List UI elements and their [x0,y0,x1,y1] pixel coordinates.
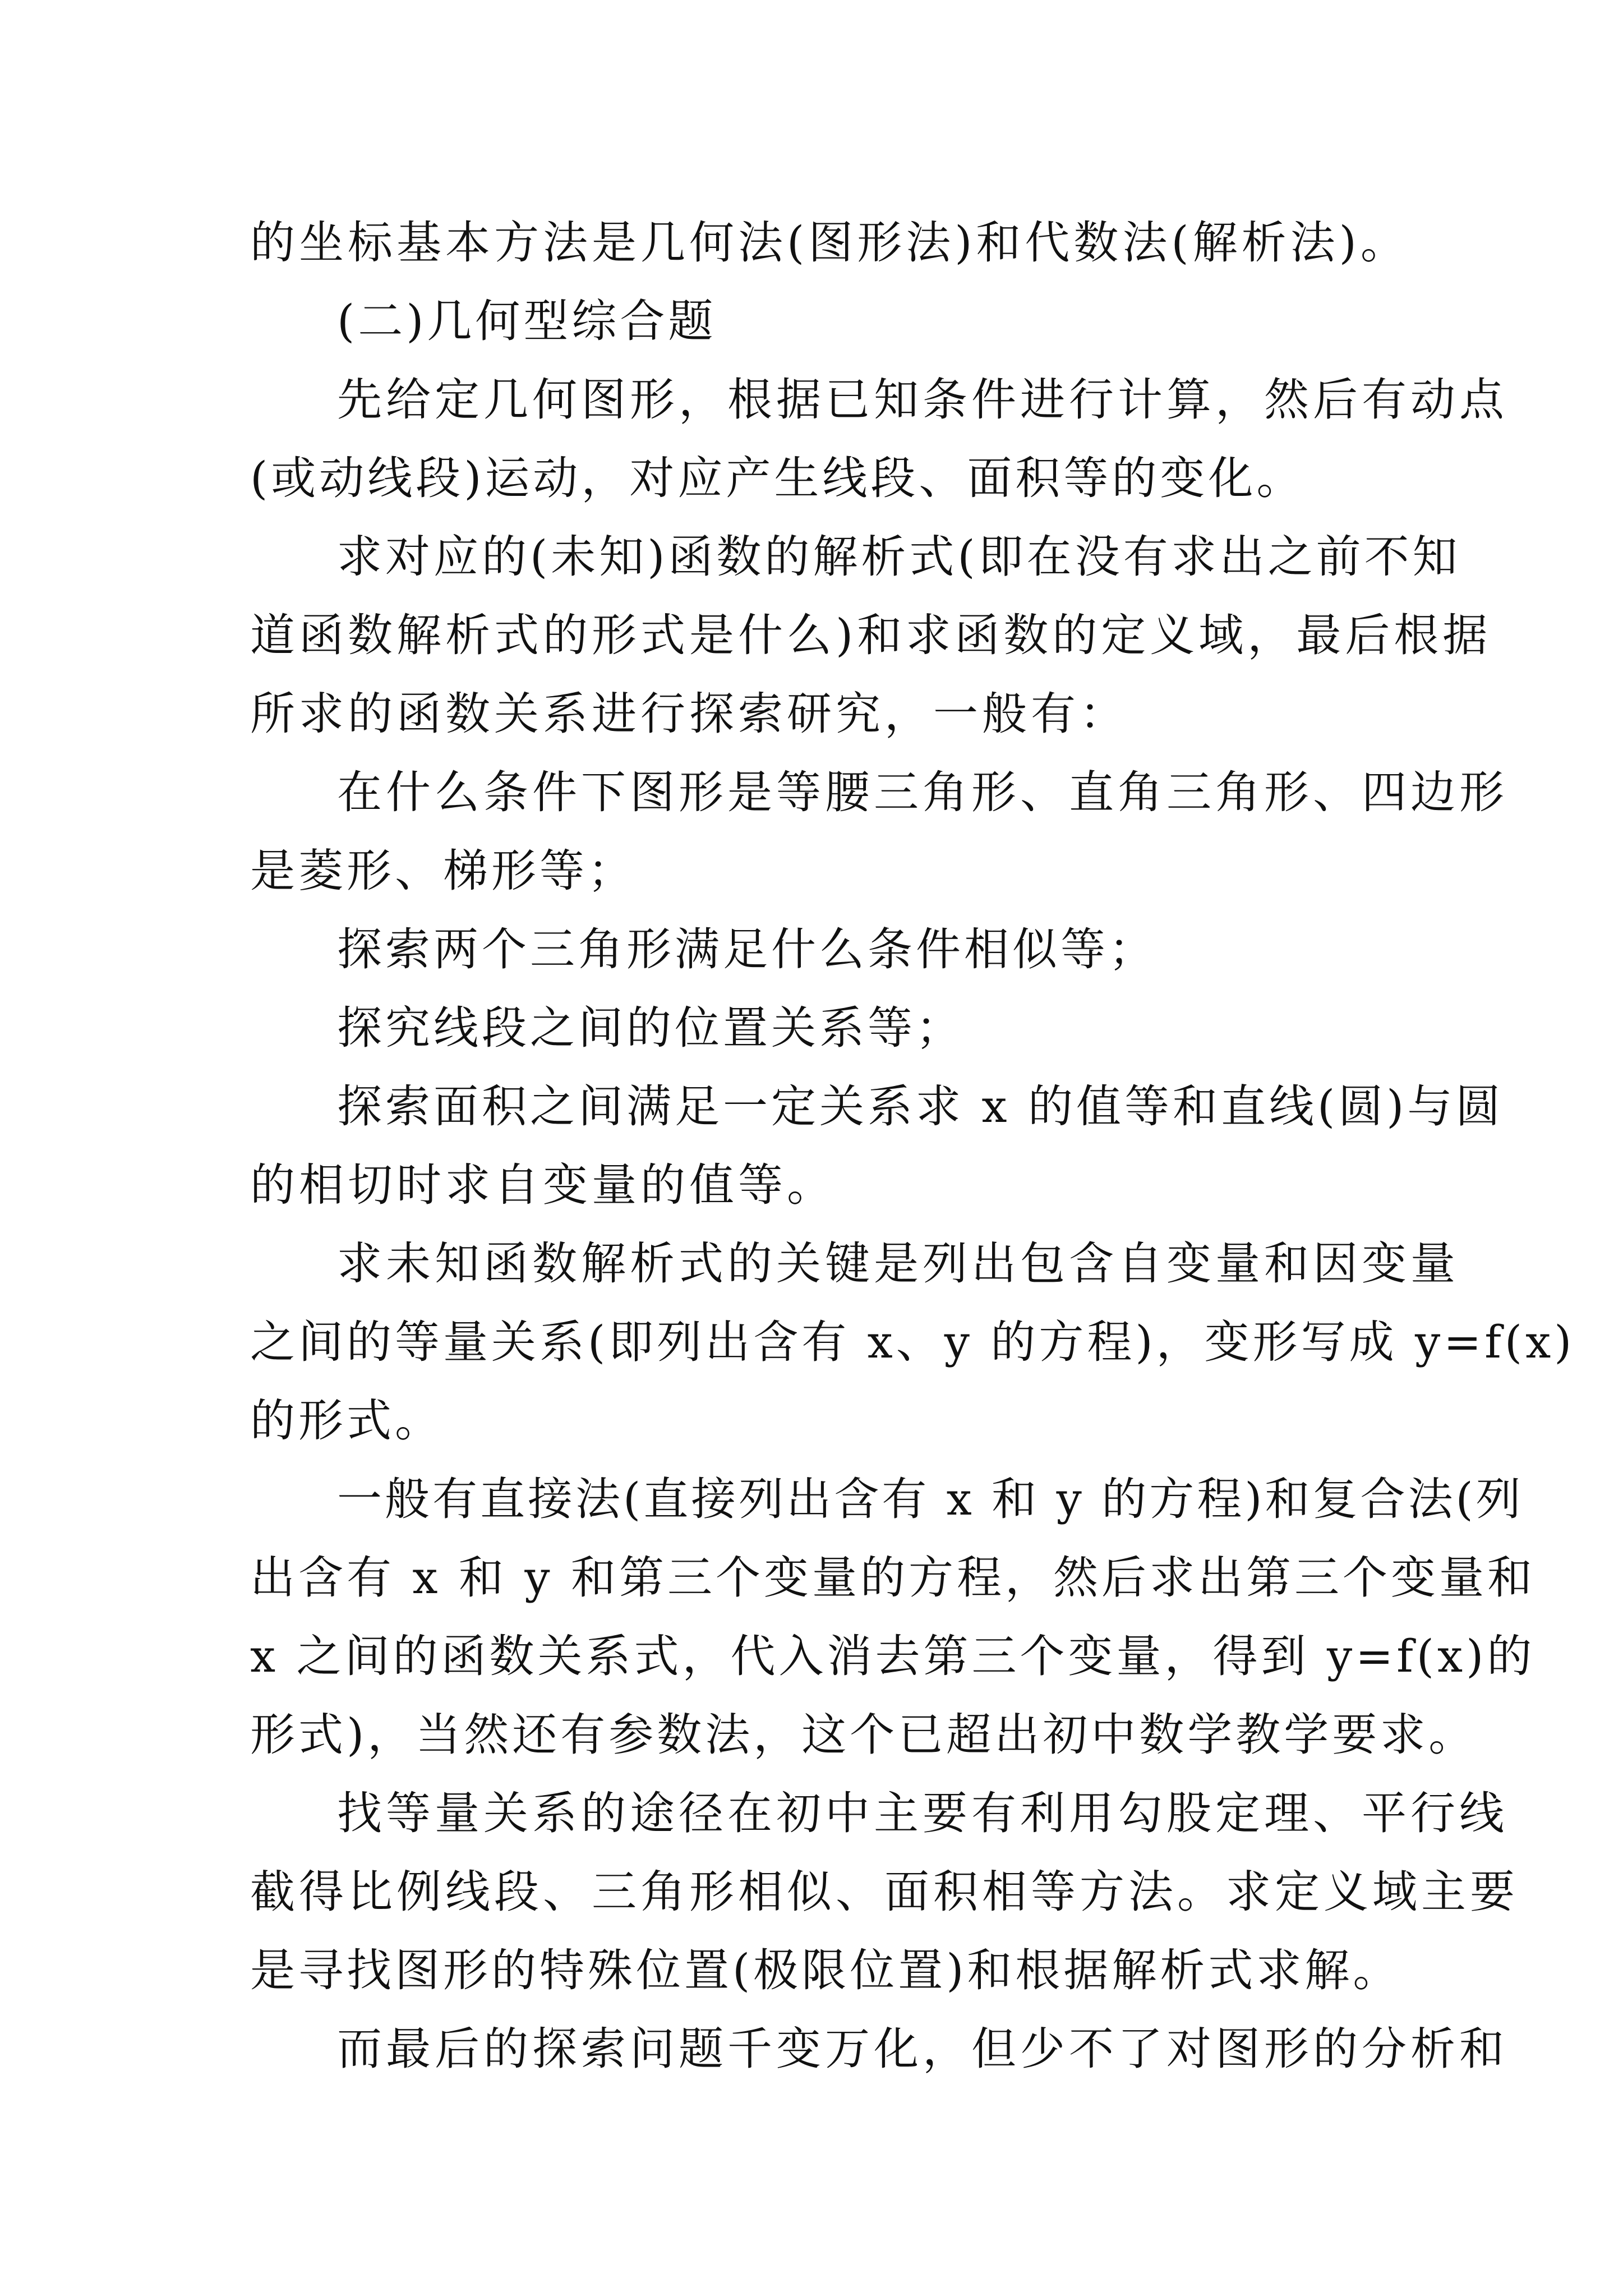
text-line: 截得比例线段、三角形相似、面积相等方法。求定义域主要 [250,1866,1519,1918]
text-line: 探索两个三角形满足什么条件相似等； [337,923,1157,976]
text-line: 形式)，当然还有参数法，这个已超出初中数学教学要求。 [250,1709,1477,1761]
text-line: 求对应的(未知)函数的解析式(即在没有求出之前不知 [337,531,1461,583]
text-line: 在什么条件下图形是等腰三角形、直角三角形、四边形 [337,766,1508,818]
text-line: 找等量关系的途径在初中主要有利用勾股定理、平行线 [337,1787,1508,1839]
text-line: (或动线段)运动，对应产生线段、面积等的变化。 [250,452,1305,504]
text-line: 所求的函数关系进行探索研究，一般有： [250,688,1128,740]
text-line: 的相切时求自变量的值等。 [250,1159,836,1211]
text-line: 道函数解析式的形式是什么)和求函数的定义域，最后根据 [250,609,1492,661]
text-line: 探究线段之间的位置关系等； [337,1002,964,1054]
text-line: x 之间的函数关系式，代入消去第三个变量，得到 y=f(x)的 [250,1630,1536,1682]
text-line: 先给定几何图形，根据已知条件进行计算，然后有动点 [337,374,1508,426]
section-heading: (二)几何型综合题 [337,295,717,347]
text-line: 求未知函数解析式的关键是列出包含自变量和因变量 [337,1237,1459,1290]
text-line: 之间的等量关系(即列出含有 x、y 的方程)，变形写成 y=f(x) [250,1316,1575,1368]
text-line: 的形式。 [250,1395,443,1447]
text-line: 一般有直接法(直接列出含有 x 和 y 的方程)和复合法(列 [337,1473,1524,1525]
text-line: 是菱形、梯形等； [250,845,636,897]
text-line: 是寻找图形的特殊位置(极限位置)和根据解析式求解。 [250,1944,1401,1996]
text-line: 的坐标基本方法是几何法(图形法)和代数法(解析法)。 [250,217,1409,269]
text-line: 探索面积之间满足一定关系求 x 的值等和直线(圆)与圆 [337,1080,1504,1133]
text-line: 出含有 x 和 y 和第三个变量的方程，然后求出第三个变量和 [250,1552,1536,1604]
text-line: 而最后的探索问题千变万化，但少不了对图形的分析和 [337,2023,1508,2075]
